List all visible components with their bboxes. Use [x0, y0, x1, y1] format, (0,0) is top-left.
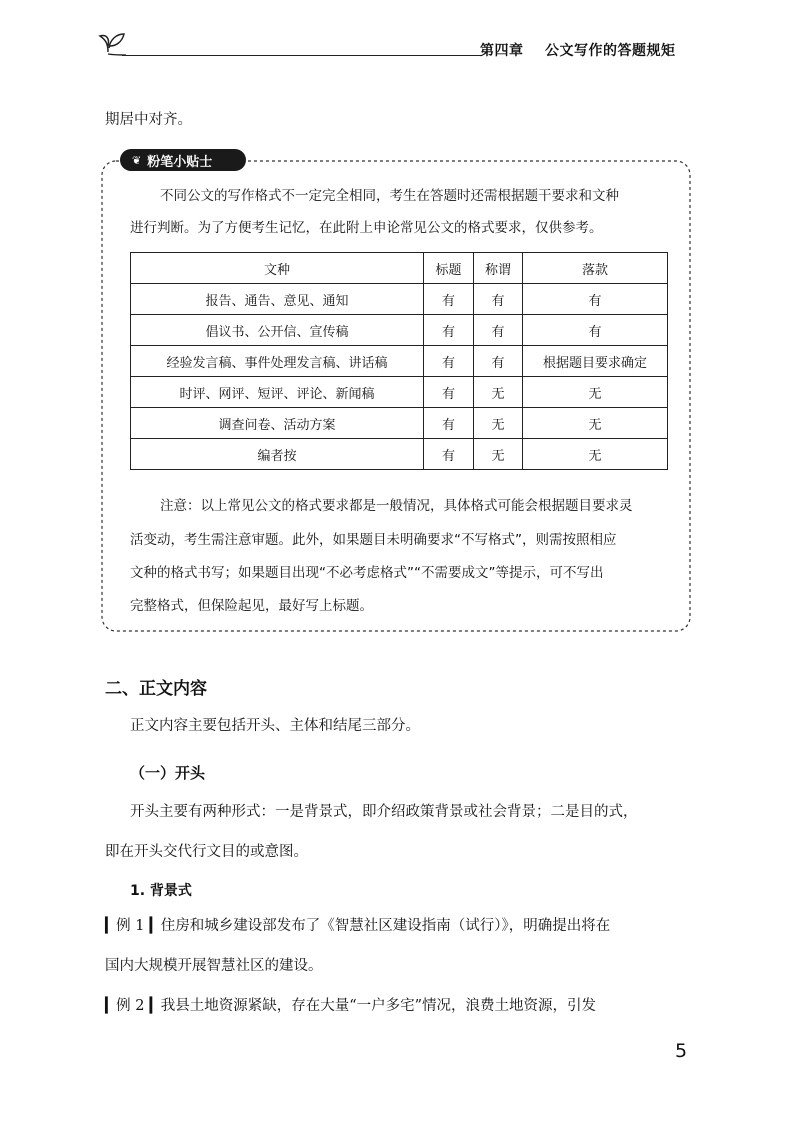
tip-label: [120, 149, 246, 171]
table-cell: 根据题目要求确定: [523, 346, 668, 377]
table-row: [131, 377, 668, 408]
table-cell: 无: [523, 408, 668, 439]
table-cell: 有: [474, 346, 523, 377]
table-cell: 有: [474, 315, 523, 346]
tip-label-text: 粉笔小贴士: [147, 154, 213, 170]
para-line-1: 开头主要有两种形式：一是背景式，即介绍政策背景或社会背景；二是目的式，: [130, 804, 638, 820]
table-row: [131, 284, 668, 315]
example-marker: ▎: [144, 917, 161, 934]
example-label: 例 1: [116, 918, 145, 934]
table-cell: 编者按: [131, 439, 424, 470]
example-label: 例 2: [116, 998, 145, 1014]
header-rule: [122, 55, 482, 56]
table-cell: 倡议书、公开信、宣传稿: [131, 315, 424, 346]
table-header-cell: 落款: [523, 253, 668, 284]
table-cell: 经验发言稿、事件处理发言稿、讲话稿: [131, 346, 424, 377]
chapter-label: 第四章: [480, 43, 524, 59]
tip-note-line-2: 活变动，考生需注意审题。此外，如果题目未明确要求“不写格式”，则需按照相应: [130, 532, 617, 548]
table-cell: 有: [424, 346, 474, 377]
subsection-heading: （一）开头: [130, 764, 206, 782]
table-header-cell: 标题: [424, 253, 474, 284]
table-cell: 有: [424, 284, 474, 315]
example-text: 我县土地资源紧缺，存在大量“一户多宅”情况，浪费土地资源，引发: [160, 998, 597, 1014]
table-cell: 调查问卷、活动方案: [131, 408, 424, 439]
item-heading: 1. 背景式: [130, 883, 192, 899]
tip-para-line-1: 不同公文的写作格式不一定完全相同，考生在答题时还需根据题干要求和文种: [160, 188, 619, 204]
table-header-cell: 文种: [131, 253, 424, 284]
tip-para-line-2: 进行判断。为了方便考生记忆，在此附上申论常见公文的格式要求，仅供参考。: [130, 220, 603, 236]
para-line-2: 即在开头交代行文目的或意图。: [105, 844, 308, 860]
table-cell: 无: [523, 439, 668, 470]
tip-note-line-4: 完整格式，但保险起见，最好写上标题。: [130, 598, 373, 614]
table-row: [131, 315, 668, 346]
table-row: [131, 439, 668, 470]
section-heading: 二、正文内容: [105, 679, 207, 699]
table-cell: 时评、网评、短评、评论、新闻稿: [131, 377, 424, 408]
table-cell: 有: [474, 284, 523, 315]
chapter-title: 公文写作的答题规矩: [545, 43, 676, 59]
table-cell: 有: [424, 439, 474, 470]
table-cell: 无: [474, 377, 523, 408]
example-marker: ▎: [105, 917, 117, 934]
table-cell: 报告、通告、意见、通知: [131, 284, 424, 315]
table-cell: 有: [523, 284, 668, 315]
table-cell: 有: [424, 408, 474, 439]
table-cell: 有: [424, 377, 474, 408]
format-table: [130, 252, 668, 470]
example-text: 住房和城乡建设部发布了《智慧社区建设指南（试行）》，明确提出将在: [160, 918, 611, 934]
page-number: 5: [675, 1040, 688, 1062]
tip-note-line-1: 注意：以上常见公文的格式要求都是一般情况，具体格式可能会根据题目要求灵: [160, 498, 633, 514]
tip-note-line-3: 文种的格式书写；如果题目出现“不必考虑格式”“不需要成文”等提示，可不写出: [130, 565, 604, 581]
table-cell: 无: [523, 377, 668, 408]
example-1-line-2: 国内大规模开展智慧社区的建设。: [105, 958, 323, 974]
section-intro: 正文内容主要包括开头、主体和结尾三部分。: [130, 718, 420, 734]
sprout-icon: [96, 26, 132, 56]
sprout-icon: ❦: [132, 153, 142, 167]
table-cell: 无: [474, 439, 523, 470]
table-cell: 有: [424, 315, 474, 346]
example-marker: ▎: [144, 997, 161, 1014]
example-2-line-1: [105, 996, 596, 1016]
table-row: [131, 408, 668, 439]
table-cell: 无: [474, 408, 523, 439]
table-header-row: [131, 253, 668, 284]
intro-fragment: 期居中对齐。: [105, 112, 192, 128]
table-cell: 有: [523, 315, 668, 346]
example-marker: ▎: [105, 997, 117, 1014]
table-row: [131, 346, 668, 377]
page-header: [480, 40, 676, 60]
example-1-line-1: [105, 916, 610, 936]
table-header-cell: 称谓: [474, 253, 523, 284]
